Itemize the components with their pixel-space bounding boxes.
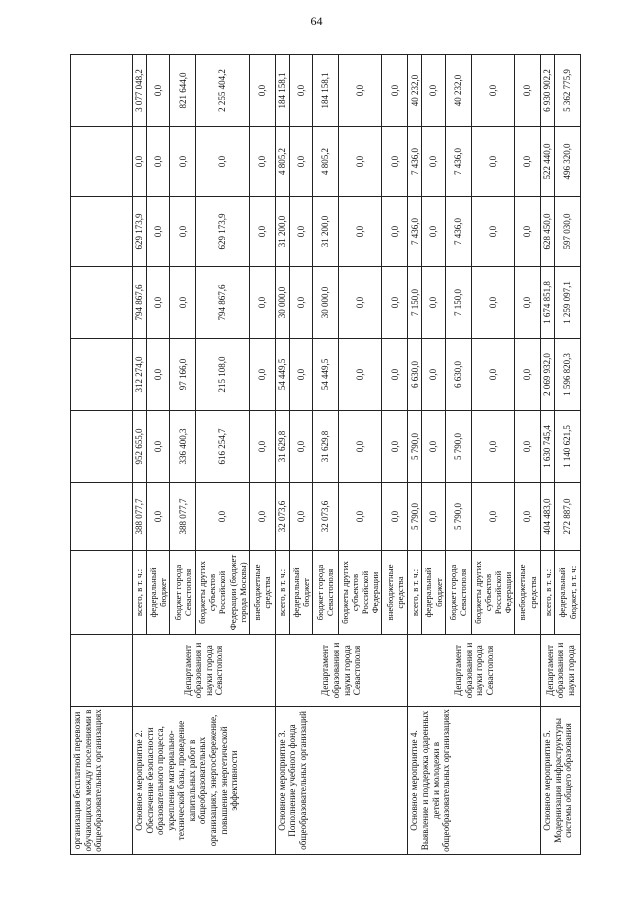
value-cell: 0,0 bbox=[382, 55, 408, 127]
value-cell: 4 805,2 bbox=[312, 127, 338, 197]
executor-cell: Департамент образования и науки города Севастополя bbox=[133, 635, 276, 707]
value-cell: 0,0 bbox=[249, 411, 275, 483]
value-cell: 3 077 048,2 bbox=[133, 55, 147, 127]
empty-cell bbox=[71, 635, 133, 707]
funding-source: всего, в т. ч.: bbox=[541, 551, 555, 635]
header-description-cell: организация бесплатной перевозки обучающихся между поселениями в общеобразовательных организациях bbox=[71, 707, 133, 855]
activity-description: Основное мероприятие 2. Обеспечение безопасности образовательного процесса, укрепление материально-технической базы, проведение капитальных работ в общеобразовательных организациях, энергосбережение, повышение энергетической эффективности bbox=[133, 707, 276, 855]
value-cell: 0,0 bbox=[422, 267, 445, 339]
funding-source: федеральный бюджет bbox=[289, 551, 312, 635]
value-cell: 312 274,0 bbox=[133, 339, 147, 411]
value-cell: 628 450,0 bbox=[541, 197, 555, 267]
value-cell: 0,0 bbox=[289, 339, 312, 411]
value-cell: 1 140 621,5 bbox=[555, 411, 581, 483]
value-cell: 0,0 bbox=[515, 411, 541, 483]
value-cell: 0,0 bbox=[471, 483, 514, 551]
value-cell: 30 000,0 bbox=[312, 267, 338, 339]
value-cell: 388 077,7 bbox=[170, 483, 196, 551]
funding-source: бюджеты других субъектов Российской Федерации bbox=[471, 551, 514, 635]
budget-table bbox=[70, 54, 581, 855]
value-cell: 0,0 bbox=[422, 127, 445, 197]
value-cell: 597 030,0 bbox=[555, 197, 581, 267]
value-cell: 54 449,5 bbox=[275, 339, 289, 411]
value-cell: 5 362 775,9 bbox=[555, 55, 581, 127]
activity-description: Основное мероприятие 5. Модернизация инфраструктуры системы общего образования bbox=[541, 707, 581, 855]
value-cell: 7 436,0 bbox=[408, 197, 422, 267]
table-row bbox=[71, 55, 133, 855]
value-cell: 5 790,0 bbox=[408, 483, 422, 551]
value-cell: 0,0 bbox=[471, 197, 514, 267]
value-cell: 821 644,0 bbox=[170, 55, 196, 127]
value-cell: 5 790,0 bbox=[445, 411, 471, 483]
value-cell: 40 232,0 bbox=[445, 55, 471, 127]
value-cell: 6 630,0 bbox=[445, 339, 471, 411]
value-cell: 0,0 bbox=[147, 267, 170, 339]
value-cell: 0,0 bbox=[515, 267, 541, 339]
activity-description: Основное мероприятие 4. Выявление и поддержка одаренных детей и молодежи в общеобразовательных организациях bbox=[408, 707, 541, 855]
value-cell: 0,0 bbox=[289, 197, 312, 267]
value-cell: 0,0 bbox=[515, 483, 541, 551]
value-cell: 336 400,3 bbox=[170, 411, 196, 483]
funding-source: бюджет города Севастополя bbox=[312, 551, 338, 635]
value-cell: 31 200,0 bbox=[275, 197, 289, 267]
value-cell: 0,0 bbox=[249, 339, 275, 411]
value-cell: 1 630 745,4 bbox=[541, 411, 555, 483]
value-cell: 7 436,0 bbox=[408, 127, 422, 197]
value-cell: 0,0 bbox=[289, 483, 312, 551]
table-row bbox=[541, 55, 555, 855]
value-cell: 0,0 bbox=[422, 411, 445, 483]
funding-source: всего, в т. ч.: bbox=[408, 551, 422, 635]
empty-cell bbox=[71, 267, 133, 339]
value-cell: 0,0 bbox=[382, 267, 408, 339]
value-cell: 0,0 bbox=[422, 55, 445, 127]
value-cell: 0,0 bbox=[147, 339, 170, 411]
value-cell: 97 166,0 bbox=[170, 339, 196, 411]
value-cell: 0,0 bbox=[515, 55, 541, 127]
funding-source: всего, в т. ч.: bbox=[275, 551, 289, 635]
value-cell: 794 867,6 bbox=[196, 267, 250, 339]
value-cell: 0,0 bbox=[515, 197, 541, 267]
value-cell: 0,0 bbox=[147, 411, 170, 483]
value-cell: 0,0 bbox=[196, 483, 250, 551]
funding-source: бюджет города Севастополя bbox=[170, 551, 196, 635]
value-cell: 616 254,7 bbox=[196, 411, 250, 483]
value-cell: 7 150,0 bbox=[445, 267, 471, 339]
value-cell: 0,0 bbox=[515, 127, 541, 197]
executor-cell: Департамент образования и науки города Севастополя bbox=[408, 635, 541, 707]
value-cell: 0,0 bbox=[382, 411, 408, 483]
value-cell: 629 173,9 bbox=[196, 197, 250, 267]
value-cell: 7 436,0 bbox=[445, 197, 471, 267]
value-cell: 0,0 bbox=[422, 339, 445, 411]
empty-cell bbox=[71, 551, 133, 635]
value-cell: 1 259 097,1 bbox=[555, 267, 581, 339]
value-cell: 0,0 bbox=[338, 411, 381, 483]
value-cell: 184 158,1 bbox=[275, 55, 289, 127]
value-cell: 0,0 bbox=[147, 197, 170, 267]
value-cell: 6 930 902,2 bbox=[541, 55, 555, 127]
value-cell: 629 173,9 bbox=[133, 197, 147, 267]
value-cell: 215 108,0 bbox=[196, 339, 250, 411]
value-cell: 0,0 bbox=[147, 127, 170, 197]
value-cell: 952 655,0 bbox=[133, 411, 147, 483]
value-cell: 0,0 bbox=[338, 127, 381, 197]
value-cell: 32 073,6 bbox=[275, 483, 289, 551]
executor-cell: Департамент образования и науки города bbox=[541, 635, 581, 707]
value-cell: 31 629,8 bbox=[275, 411, 289, 483]
funding-source: бюджеты других субъектов Российской Федерации (бюджет города Москвы) bbox=[196, 551, 250, 635]
value-cell: 0,0 bbox=[338, 483, 381, 551]
value-cell: 0,0 bbox=[170, 267, 196, 339]
value-cell: 184 158,1 bbox=[312, 55, 338, 127]
value-cell: 0,0 bbox=[382, 127, 408, 197]
value-cell: 0,0 bbox=[133, 127, 147, 197]
table-row bbox=[133, 55, 147, 855]
value-cell: 7 150,0 bbox=[408, 267, 422, 339]
value-cell: 0,0 bbox=[249, 55, 275, 127]
value-cell: 522 440,0 bbox=[541, 127, 555, 197]
value-cell: 0,0 bbox=[422, 483, 445, 551]
value-cell: 0,0 bbox=[249, 483, 275, 551]
activity-description: Основное мероприятие 3. Пополнение учебного фонда общеобразовательных организаций bbox=[275, 707, 408, 855]
value-cell: 0,0 bbox=[249, 197, 275, 267]
value-cell: 0,0 bbox=[471, 127, 514, 197]
value-cell: 0,0 bbox=[249, 267, 275, 339]
value-cell: 0,0 bbox=[422, 197, 445, 267]
value-cell: 0,0 bbox=[170, 197, 196, 267]
value-cell: 0,0 bbox=[471, 339, 514, 411]
value-cell: 2 255 404,2 bbox=[196, 55, 250, 127]
value-cell: 7 436,0 bbox=[445, 127, 471, 197]
value-cell: 6 630,0 bbox=[408, 339, 422, 411]
value-cell: 404 483,0 bbox=[541, 483, 555, 551]
page-number: 64 bbox=[310, 14, 323, 28]
value-cell: 272 887,0 bbox=[555, 483, 581, 551]
value-cell: 0,0 bbox=[147, 483, 170, 551]
value-cell: 0,0 bbox=[289, 127, 312, 197]
table-row bbox=[275, 55, 289, 855]
empty-cell bbox=[71, 197, 133, 267]
value-cell: 0,0 bbox=[170, 127, 196, 197]
value-cell: 0,0 bbox=[382, 197, 408, 267]
value-cell: 388 077,7 bbox=[133, 483, 147, 551]
value-cell: 0,0 bbox=[196, 127, 250, 197]
funding-source: внебюджетные средства bbox=[515, 551, 541, 635]
value-cell: 32 073,6 bbox=[312, 483, 338, 551]
value-cell: 0,0 bbox=[382, 483, 408, 551]
value-cell: 0,0 bbox=[338, 267, 381, 339]
executor-cell: Департамент образования и науки города Севастополя bbox=[275, 635, 408, 707]
value-cell: 1 674 851,8 bbox=[541, 267, 555, 339]
funding-source: всего, в т. ч.: bbox=[133, 551, 147, 635]
value-cell: 0,0 bbox=[382, 339, 408, 411]
rotated-budget-table-sheet bbox=[70, 55, 578, 855]
funding-source: бюджет города Севастополя bbox=[445, 551, 471, 635]
funding-source: федеральный бюджет, в т. ч: bbox=[555, 551, 581, 635]
funding-source: федеральный бюджет bbox=[147, 551, 170, 635]
value-cell: 0,0 bbox=[338, 339, 381, 411]
value-cell: 0,0 bbox=[471, 411, 514, 483]
value-cell: 0,0 bbox=[147, 55, 170, 127]
value-cell: 0,0 bbox=[249, 127, 275, 197]
value-cell: 0,0 bbox=[338, 55, 381, 127]
value-cell: 0,0 bbox=[289, 55, 312, 127]
funding-source: федеральный бюджет bbox=[422, 551, 445, 635]
value-cell: 5 790,0 bbox=[445, 483, 471, 551]
value-cell: 1 596 820,3 bbox=[555, 339, 581, 411]
value-cell: 0,0 bbox=[289, 411, 312, 483]
value-cell: 54 449,5 bbox=[312, 339, 338, 411]
funding-source: внебюджетные средства bbox=[249, 551, 275, 635]
value-cell: 0,0 bbox=[289, 267, 312, 339]
empty-cell bbox=[71, 483, 133, 551]
value-cell: 794 867,6 bbox=[133, 267, 147, 339]
table-row bbox=[408, 55, 422, 855]
empty-cell bbox=[71, 411, 133, 483]
funding-source: бюджеты других субъектов Российской Федерации bbox=[338, 551, 381, 635]
value-cell: 0,0 bbox=[338, 197, 381, 267]
value-cell: 2 069 932,0 bbox=[541, 339, 555, 411]
value-cell: 31 200,0 bbox=[312, 197, 338, 267]
value-cell: 0,0 bbox=[471, 55, 514, 127]
value-cell: 5 790,0 bbox=[408, 411, 422, 483]
value-cell: 31 629,8 bbox=[312, 411, 338, 483]
value-cell: 4 805,2 bbox=[275, 127, 289, 197]
value-cell: 0,0 bbox=[515, 339, 541, 411]
empty-cell bbox=[71, 339, 133, 411]
empty-cell bbox=[71, 127, 133, 197]
value-cell: 30 000,0 bbox=[275, 267, 289, 339]
value-cell: 496 320,0 bbox=[555, 127, 581, 197]
empty-cell bbox=[71, 55, 133, 127]
funding-source: внебюджетные средства bbox=[382, 551, 408, 635]
value-cell: 0,0 bbox=[471, 267, 514, 339]
value-cell: 40 232,0 bbox=[408, 55, 422, 127]
